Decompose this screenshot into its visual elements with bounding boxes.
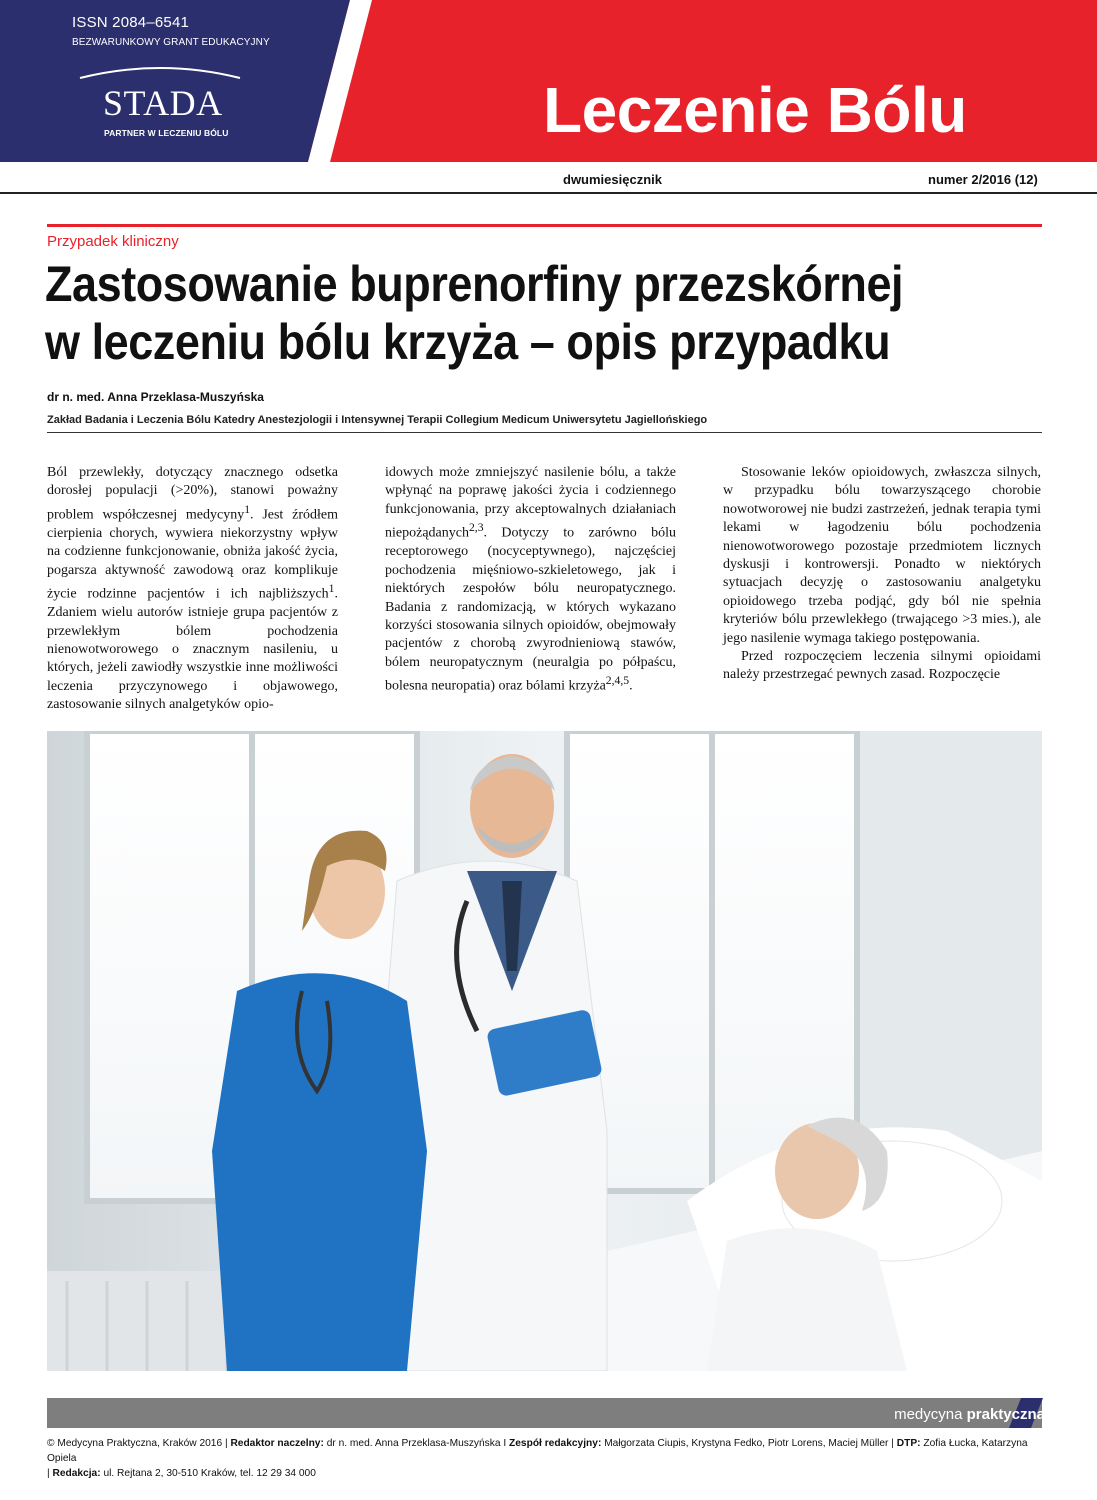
hospital-scene-illustration	[47, 731, 1042, 1371]
reference-marker: 1	[244, 502, 251, 516]
article-title-line2: w leczeniu bólu krzyża – opis przypadku	[45, 314, 891, 370]
grant-note: BEZWARUNKOWY GRANT EDUKACYJNY	[72, 37, 270, 48]
editor: dr n. med. Anna Przeklasa-Muszyńska	[326, 1438, 501, 1449]
article-photo	[47, 731, 1042, 1371]
header-divider	[47, 432, 1042, 433]
paragraph	[385, 464, 676, 696]
footer-bar	[47, 1398, 1042, 1428]
paragraph	[47, 464, 338, 715]
body-column-3	[723, 464, 1041, 685]
reference-marker: 2,3	[468, 521, 484, 535]
text-run: . Jest źródłem cierpienia chorych, wywiera niekorzystny wpływ na codzienne funkcjonowanie, obniża jakość życia, pogarsza aktywność zawodową oraz komplikuje życie rodzinne pacjentów i ich najbliższych	[47, 507, 338, 602]
masthead-divider	[0, 192, 1097, 194]
section-label: Przypadek kliniczny	[47, 233, 179, 250]
stada-swoosh-icon	[78, 64, 243, 80]
office-address: ul. Rejtana 2, 30-510 Kraków, tel. 12 29 34 000	[103, 1468, 316, 1479]
dtp-label: DTP:	[896, 1438, 921, 1449]
publisher-logo-bold: praktyczna	[966, 1406, 1045, 1423]
sponsor-tagline: PARTNER W LECZENIU BÓLU	[104, 128, 229, 138]
frequency-label: dwumiesięcznik	[563, 172, 662, 187]
journal-title: Leczenie Bólu	[543, 74, 967, 146]
text-run: Ból przewlekły, dotyczący znacznego odsetka dorosłej populacji (>20%), stanowi poważny problem współczesnej medycyny	[47, 465, 338, 523]
publisher-logo	[894, 1406, 1045, 1423]
credits: © Medycyna Praktyczna, Kraków 2016 | Redaktor naczelny: dr n. med. Anna Przeklasa-Muszyńska I Zespół redakcyjny: Małgorzata Ciupis, Krystyna Fedko, Piotr Lorens, Maciej Müller | DTP: Zofia Łucka, Katarzyna Opiela | Redakcja: ul. Rejtana 2, 30-510 Kraków, tel. 12 29 34 000	[47, 1438, 1028, 1479]
article-author: dr n. med. Anna Przeklasa-Muszyńska	[47, 390, 264, 404]
publisher-logo-light: medycyna	[894, 1406, 967, 1423]
text-run: .	[629, 678, 633, 694]
paragraph: Stosowanie leków opioidowych, zwłaszcza silnych, w przypadku bólu towarzyszącego chorobie nowotworowej nie budzi zastrzeżeń, jednak terapia tymi lekami w łagodzeniu bólu pochodzenia nienowotworowego pozostaje przedmiotem licznych dyskusji i kontrowersji. Ponadto w niektórych sytuacjach decyzję o zastosowaniu analgetyku opioidowego trzeba podjąć, gdy ból nie spełnia kryteriów bólu przewlekłego (trwającego >3 mies.), ale jego nasilenie wymaga takiego postępowania.	[723, 465, 1041, 646]
reference-marker: 1	[328, 582, 335, 596]
masthead	[0, 0, 1097, 162]
sponsor-logo: STADA	[103, 83, 223, 123]
text-run: . Dotyczy to zarówno bólu receptorowego (nocyceptywnego), najczęściej pochodzenia mięśniowo-szkieletowego, jak i niektórych zespołów bólu neuropatycznego. Badania z randomizacją, w których wykazano korzyści stosowania silnych opioidów, obejmowały pacjentów z chorobą zwyrodnieniową stawów, bólem neuropatycznym (neuralgia po półpaścu, bolesna neuropatia) oraz bólami krzyża	[385, 525, 676, 694]
team: Małgorzata Ciupis, Krystyna Fedko, Piotr Lorens, Maciej Müller	[604, 1438, 889, 1449]
paragraph: Przed rozpoczęciem leczenia silnymi opioidami należy przestrzegać pewnych zasad. Rozpoczęcie	[723, 649, 1041, 683]
issue-number: numer 2/2016 (12)	[928, 172, 1038, 187]
text-run: idowych może zmniejszyć nasilenie bólu, a także wpłynąć na poprawę jakości życia i codziennego funkcjonowania, przy akceptowalnych działaniach niepożądanych	[385, 465, 676, 541]
dtp: Zofia Łucka, Katarzyna Opiela	[47, 1438, 1028, 1464]
author-affiliation: Zakład Badania i Leczenia Bólu Katedry Anestezjologii i Intensywnej Terapii Collegium Medicum Uniwersytetu Jagiellońskiego	[47, 414, 708, 426]
reference-marker: 2,4,5	[605, 674, 630, 688]
section-divider	[47, 224, 1042, 227]
body-column-2	[385, 464, 676, 696]
article-title	[45, 255, 945, 371]
nurse-scrubs	[212, 973, 427, 1371]
copyright: © Medycyna Praktyczna, Kraków 2016	[47, 1438, 223, 1449]
body-column-1	[47, 464, 338, 715]
text-run: . Zdaniem wielu autorów istnieje grupa pacjentów z przewlekłym bólem pochodzenia nienowotworowego o znacznym nasileniu, u których, jeżeli zawiodły wszystkie inne możliwości leczenia przyczynowego i objawowego, zastosowanie silnych analgetyków opio-	[47, 586, 338, 713]
editor-label: Redaktor naczelny:	[230, 1438, 324, 1449]
team-label: Zespół redakcyjny:	[509, 1438, 602, 1449]
issn: ISSN 2084–6541	[72, 14, 190, 31]
office-label: Redakcja:	[52, 1468, 101, 1479]
article-title-line1: Zastosowanie buprenorfiny przezskórnej	[45, 256, 904, 312]
